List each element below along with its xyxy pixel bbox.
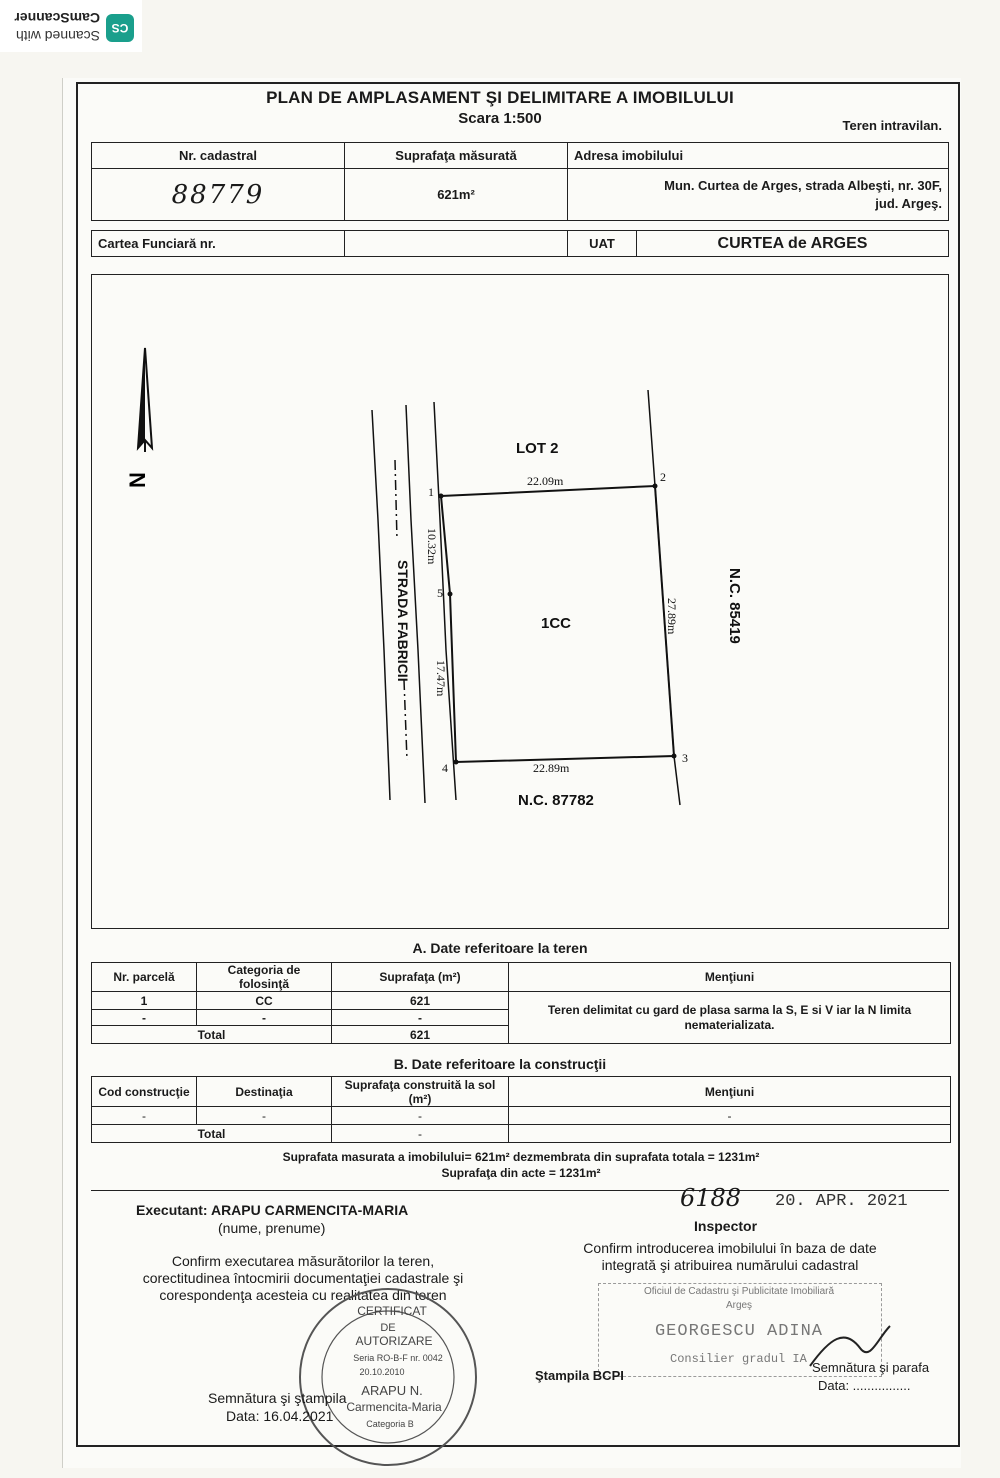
uat-label: UAT — [568, 231, 637, 257]
svg-text:AUTORIZARE: AUTORIZARE — [355, 1334, 433, 1348]
stampila-bcpi-label: Ştampila BCPI — [535, 1368, 624, 1383]
ocpi-role: Consilier gradul IA — [670, 1352, 807, 1366]
uat-value: CURTEA de ARGES — [637, 231, 949, 257]
point-4-label: 4 — [442, 761, 448, 775]
dim-5-4: 17.47m — [434, 660, 448, 697]
footer-divider — [91, 1190, 949, 1191]
inspector-label: Inspector — [694, 1218, 758, 1234]
svg-text:ARAPU N.: ARAPU N. — [361, 1383, 423, 1398]
svg-text:Seria RO-B-F nr. 0042: Seria RO-B-F nr. 0042 — [353, 1353, 443, 1363]
inspector-number: 6188 — [680, 1184, 742, 1212]
camscanner-logo-icon: CS — [106, 14, 134, 42]
svg-text:Carmencita-Maria: Carmencita-Maria — [346, 1400, 442, 1414]
section-b-title: B. Date referitoare la construcţii — [393, 1056, 607, 1072]
col-nr-parcela: Nr. parcelă — [92, 963, 197, 992]
scale-label: Scara 1:500 — [458, 110, 542, 127]
nr-cadastral-header: Nr. cadastral — [92, 143, 345, 169]
inspector-date-stamp: 20. APR. 2021 — [775, 1192, 908, 1211]
col-suprafata: Suprafaţa (m²) — [332, 963, 509, 992]
neighbor-south-label: N.C. 87782 — [518, 792, 594, 809]
ocpi-line-2: Argeş — [725, 1300, 753, 1311]
executant-line: Executant: ARAPU CARMENCITA-MARIA — [136, 1202, 409, 1218]
dim-2-3: 27.89m — [665, 598, 679, 635]
dim-4-3: 22.89m — [533, 761, 570, 775]
col-cod-constructie: Cod construcţie — [92, 1077, 197, 1107]
teren-intravilan-label: Teren intravilan. — [842, 118, 942, 133]
svg-text:CERTIFICAT: CERTIFICAT — [357, 1304, 427, 1318]
section-b-table — [91, 1076, 951, 1143]
document-title: PLAN DE AMPLASAMENT ŞI DELIMITARE A IMOBILULUI — [266, 88, 734, 107]
lot-2-label: LOT 2 — [516, 440, 559, 457]
point-3-label: 3 — [682, 751, 688, 765]
data-right: Data: ................ — [818, 1378, 911, 1393]
point-1-label: 1 — [428, 485, 434, 499]
section-a-title: A. Date referitoare la teren — [412, 940, 588, 956]
authorization-seal — [290, 1285, 490, 1475]
cartea-funciara-label: Cartea Funciară nr. — [92, 231, 345, 257]
semnatura-stampila-label: Semnătura şi ştampila — [208, 1390, 347, 1406]
data-left: Data: 16.04.2021 — [226, 1408, 334, 1424]
neighbor-east-label: N.C. 85419 — [726, 568, 743, 644]
col-mentiuni-b: Menţiuni — [509, 1077, 951, 1107]
confirm-left-text: Confirm executarea măsurătorilor la teren, corectitudinea întocmirii documentaţiei cadastrale şi corespondenţa acesteia cu realitatea din teren — [142, 1253, 464, 1303]
table-row: - - - — [92, 1010, 951, 1026]
adresa-header: Adresa imobilului — [568, 143, 949, 169]
ocpi-name: GEORGESCU ADINA — [654, 1322, 824, 1341]
point-5-label: 5 — [437, 586, 443, 600]
col-destinatia: Destinaţia — [197, 1077, 332, 1107]
confirm-right-text: Confirm introducerea imobilului în baza de date integrată şi atribuirea numărului cadastral — [583, 1240, 877, 1273]
street-label: STRADA FABRICII — [395, 560, 411, 682]
surface-note-1: Suprafata masurata a imobilului= 621m² dezmembrata din suprafata totala = 1231m² — [282, 1150, 760, 1164]
table-row: 1 CC 621 Teren delimitat cu gard de plasa sarma la S, E si V iar la N limita nematerializata. — [92, 992, 951, 1010]
nr-cadastral-value: 88779 — [92, 169, 345, 221]
svg-text:Categoria B: Categoria B — [366, 1419, 414, 1429]
section-a-table — [91, 962, 951, 1044]
table-row: - - - - — [92, 1107, 951, 1125]
street-lines — [372, 402, 456, 803]
camscanner-text-1: Scanned with — [15, 28, 100, 44]
col-mentiuni: Menţiuni — [509, 963, 951, 992]
ocpi-line-1: Oficiul de Cadastru şi Publicitate Imobiliară — [643, 1286, 835, 1297]
camscanner-text-2: CamScanner — [14, 10, 100, 26]
parcel-label: 1CC — [541, 615, 572, 632]
svg-text:DE: DE — [380, 1322, 396, 1334]
surface-note-2: Suprafaţa din acte = 1231m² — [441, 1166, 601, 1180]
north-arrow-icon — [138, 348, 152, 452]
suprafata-header: Suprafaţa măsurată — [345, 143, 568, 169]
total-row: Total 621 — [92, 1026, 951, 1044]
point-2-label: 2 — [660, 470, 666, 484]
nume-prenume-label: (nume, prenume) — [218, 1220, 326, 1236]
col-categoria: Categoria de folosinţă — [197, 963, 332, 992]
suprafata-value: 621m² — [345, 169, 568, 221]
dim-1-2: 22.09m — [527, 474, 564, 488]
adresa-value: Mun. Curtea de Arges, strada Albeşti, nr. 30F, jud. Argeş. — [568, 169, 949, 221]
svg-text:20.10.2010: 20.10.2010 — [359, 1367, 405, 1377]
north-label: N — [125, 472, 150, 488]
dim-1-5: 10.32m — [425, 528, 439, 565]
col-suprafata-construita: Suprafaţa construită la sol (m²) — [332, 1077, 509, 1107]
mentiuni-text: Teren delimitat cu gard de plasa sarma la S, E si V iar la N limita nematerializata. — [509, 992, 951, 1044]
total-row: Total - — [92, 1125, 951, 1143]
semnatura-parafa-label: Semnătura şi parafa — [812, 1360, 930, 1375]
